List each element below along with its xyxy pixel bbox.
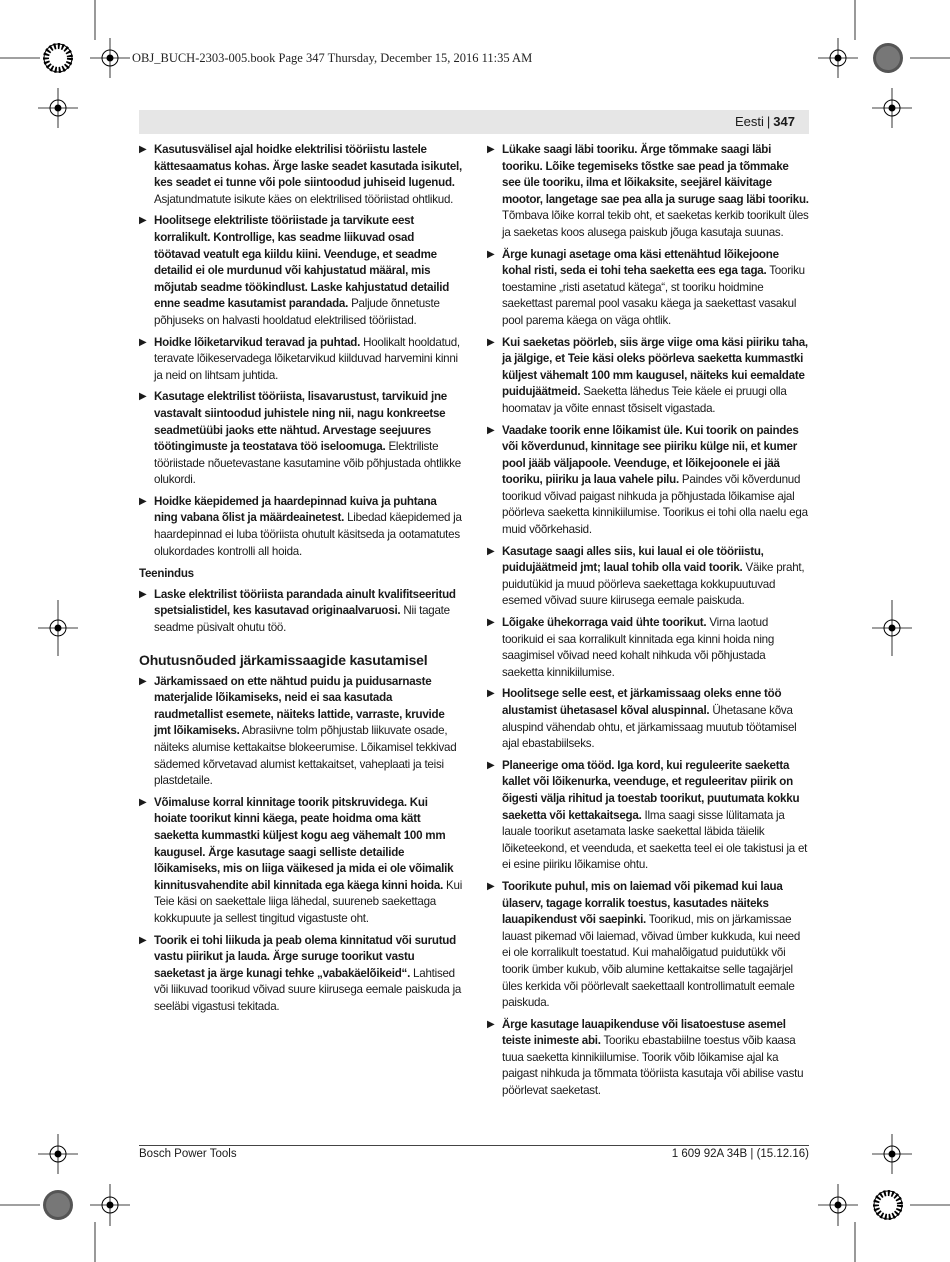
bullet-arrow-icon: ▶ <box>139 144 147 155</box>
list-item: ▶ Võimaluse korral kinnitage toorik pitskruvidega. Kui hoiate toorikut kinni käega, peate hoidma oma kätt saeketta kummastki küljest kogu aeg vähemalt 100 mm kaugusel. Ärge kasutage saagi selliste detailide lõikamiseks, mis on liiga väikesed ja mida ei ole võimalik kinnitusvahendite abil kinnitada ega käega kinni hoida. Kui Teie käsi on saekettale liiga lähedal, suureneb saekettaga kokkupuute ja sellest tingitud vigastuste oht. <box>139 795 463 925</box>
right-column <box>487 142 810 1105</box>
list-item: ▶ Hoidke käepidemed ja haardepinnad kuiva ja puhtana ning vabana õlist ja määrdeainetest. Libedad käepidemed ja haardepinnad ei luba tööriista ohutult käsitseda ja ootamatutes olukordades kontrolli all hoida. <box>139 494 462 558</box>
list-item: ▶ Kasutage saagi alles siis, kui laual ei ole tööriistu, puidujäätmeid jmt; laual tohib olla vaid toorik. Väike praht, puidutükid ja muud pöörleva saekettaga kokkupuutuvad esemed võivad suure kiirusega eemale paiskuda. <box>487 544 805 608</box>
bullet-arrow-icon: ▶ <box>487 424 495 436</box>
bullet-arrow-icon: ▶ <box>487 759 495 771</box>
page-number: 347 <box>773 114 795 129</box>
list-item: ▶ Hoolitsege selle eest, et järkamissaag oleks enne töö alustamist ühetasasel kõval aluspinnal. Ühetasane kõva aluspind vähendab ohtu, et järkamissaag muutub töötamisel ajal ebastabiilseks. <box>487 687 797 751</box>
list-item: ▶ Toorikute puhul, mis on laiemad või pikemad kui laua ülaserv, tagage korralik toestus, kasutades näiteks lauapikendust või saepinki. Toorikud, mis on järkamissae lauast pikemad või laiemad, võivad ümber kukkuda, kui need ei ole korralikult toestatud. Kui mahalõigatud puidutükk või toorik ümber kukub, võib alumine kettakaitse selle tagajärjel üles kerkida või pöörlevalt saekettaall kontrollimatult eemale paiskuda. <box>487 879 801 1010</box>
bullet-arrow-icon: ▶ <box>139 336 147 348</box>
page-header <box>139 110 809 134</box>
bullet-arrow-icon: ▶ <box>487 688 495 700</box>
list-item: ▶ Kasutage elektrilist tööriista, lisavarustust, tarvikuid jne vastavalt siintoodud juhistele ning nii, nagu konkreetse seadmetüübi jaoks ette nähtud. Arvestage seejuures töötingimuste ja teostatava töö iseloomuga. Elektriliste tööriistade nõuetevastane kasutamine võib põhjustada ohtlikke olukordi. <box>139 390 462 487</box>
list-item: ▶ Lõigake ühekorraga vaid ühte toorikut. Virna laotud toorikuid ei saa korralikult kinnitada ega kinni hoida ning saagimisel võivad need kohalt nihkuda või põhjustada saeketta kinnikiilumise. <box>487 616 775 679</box>
footer-doc-number: 1 609 92A 34B | (15.12.16) <box>671 1148 809 1160</box>
bullet-arrow-icon: ▶ <box>139 675 147 687</box>
section-heading: Ohutusnõuded järkamissaagide kasutamisel <box>139 651 428 668</box>
bullet-arrow-icon: ▶ <box>487 545 495 557</box>
list-item: ▶ Kasutusvälisel ajal hoidke elektrilisi tööriistu lastele kättesaamatus kohas. Ärge laske seadet kasutada isikutel, kes seadet ei tunne või pole siintoodud juhiseid lugenud. Asjatundmatute isikute käes on elektrilised tööriistad ohtlikud. <box>139 143 462 206</box>
list-item: ▶ Ärge kunagi asetage oma käsi ettenähtud lõikejoone kohal risti, seda ei tohi teha saeketta ees ega taga. Tooriku toestamine „risti asetatud kätega“, st tooriku hoidmine saekettast paremal pool vasaku käega ja saekettast vasakul pool parema käega on väga ohtlik. <box>487 247 805 327</box>
bullet-arrow-icon: ▶ <box>139 215 147 227</box>
bullet-arrow-icon: ▶ <box>139 796 147 808</box>
crop-header-line: OBJ_BUCH-2303-005.book Page 347 Thursday, December 15, 2016 11:35 AM <box>132 51 533 65</box>
list-item: ▶ Vaadake toorik enne lõikamist üle. Kui toorik on paindes või kõverdunud, kinnitage see piiriku külge nii, et kumer pool jääb väljapoole. Veenduge, et lõikejoonele ei jää tooriku, piiriku ja laua vahele pilu. Paindes või kõverdunud toorikud võivad paigast nihkuda ja põhjustada lõikamise ajal pöörleva saeketta kinnikiilumise. Toorikus ei tohi olla naelu ega muid võõrkehasid. <box>487 423 808 537</box>
list-item: ▶ Toorik ei tohi liikuda ja peab olema kinnitatud või surutud vastu piirikut ja lauda. Ärge suruge toorikut vastu saeketast ja ärge kunagi tehke „vabakäelõikeid“. Lahtised või liikuvad toorikud võivad suure kiirusega eemale paiskuda ja seeläbi vigastusi tekitada. <box>139 933 462 1013</box>
left-items-top <box>139 142 463 560</box>
bullet-arrow-icon: ▶ <box>487 1018 495 1030</box>
list-item: ▶ Kui saeketas pöörleb, siis ärge viige oma käsi piiriku taha, ja jälgige, et Teie käsi oleks pöörleva saeketta kummastki küljest vähemalt 100 mm kaugusel, näiteks kui eemaldate puidujäätmeid. Saeketta lähedus Teie käele ei pruugi olla hoomatav ja võite ennast tõsiselt vigastada. <box>487 335 808 415</box>
bullet-arrow-icon: ▶ <box>139 495 147 507</box>
list-item: ▶ Planeerige oma tööd. Iga kord, kui reguleerite saeketta kallet või lõikenurka, veenduge, et reguleeritav piirik on õigesti välja rihitud ja toestab toorikut, puutumata kokku saeketta või kettakaitsega. Ilma saagi sisse lülitamata ja lauale toorikut asetamata laske saekettal läbida täielik lõiketeekond, et veenduda, et saeketta teel ei ole takistusi ja et ei esine piiriku lõikamise ohtu. <box>487 758 808 872</box>
language-label: Eesti <box>735 114 764 129</box>
list-item: ▶ Järkamissaed on ette nähtud puidu ja puidusarnaste materjalide lõikamiseks, neid ei saa kasutada raudmetallist esemete, näiteks lattide, varraste, kruvide jmt lõikamiseks. Abrasiivne tolm põhjustab liikuvate osade, näiteks alumise kettakaitse blokeerumise. Lõikamisel tekkivad sädemed kõrvetavad alumist kettakaitset, vaheplaati ja teisi plastdetaile. <box>139 674 457 788</box>
bullet-arrow-icon: ▶ <box>487 336 495 348</box>
bullet-arrow-icon: ▶ <box>487 144 495 155</box>
bullet-arrow-icon: ▶ <box>487 617 495 629</box>
bullet-arrow-icon: ▶ <box>487 248 495 260</box>
footer-brand: Bosch Power Tools <box>139 1148 237 1160</box>
left-column <box>139 142 463 1021</box>
list-item: ▶ Laske elektrilist tööriista parandada ainult kvalifitseeritud spetsialistidel, kes kasutavad originaalvaruosi. Nii tagate seadme püsivalt ohutu töö. <box>139 587 456 635</box>
list-item: ▶ Hoidke lõiketarvikud teravad ja puhtad. Hoolikalt hooldatud, teravate lõikeservadega lõiketarvikud kiilduvad harvemini kinni ja neid on lihtsam juhtida. <box>139 335 460 382</box>
bullet-arrow-icon: ▶ <box>487 880 495 892</box>
header-separator: | <box>766 114 771 129</box>
bullet-arrow-icon: ▶ <box>139 934 147 946</box>
bullet-arrow-icon: ▶ <box>139 391 147 403</box>
list-item: ▶ Ärge kasutage lauapikenduse või lisatoestuse asemel teiste inimeste abi. Tooriku ebastabiilne toestus võib kaasa tuua saeketta kinnikiilumise. Toorik võib lõikamise ajal ka paigast nihkuda ja tõmmata tööriista kasutaja või abilise vastu pöörlevat saeketast. <box>487 1017 804 1098</box>
page-header-text <box>735 114 795 129</box>
list-item: ▶ Lükake saagi läbi tooriku. Ärge tõmmake saagi läbi tooriku. Lõike tegemiseks tõstke sae pead ja tõmmake see üle tooriku, ilma et lõikaksite, seejärel käivitage mootor, langetage sae pea alla ja suruge saag läbi tooriku. Tõmbava lõike korral tekib oht, et saeketas kerkib toorikult üles ja saeketas koos alusega paiskub jõuga kasutaja suunas. <box>487 143 809 239</box>
list-item: ▶ Hoolitsege elektriliste tööriistade ja tarvikute eest korralikult. Kontrollige, kas seadme liikuvad osad töötavad veatult ega kiildu kiini. Veenduge, et seadme detailid ei ole murdunud või kahjustatud määral, mis mõjutab seadme töökindlust. Laske kahjustatud detailid enne seadme kasutamist parandada. Paljude õnnetuste põhjuseks on halvasti hooldatud elektrilised tööriistad. <box>139 214 450 327</box>
footer-divider <box>139 1145 809 1146</box>
bullet-arrow-icon: ▶ <box>139 588 147 600</box>
service-heading: Teenindus <box>139 567 194 581</box>
